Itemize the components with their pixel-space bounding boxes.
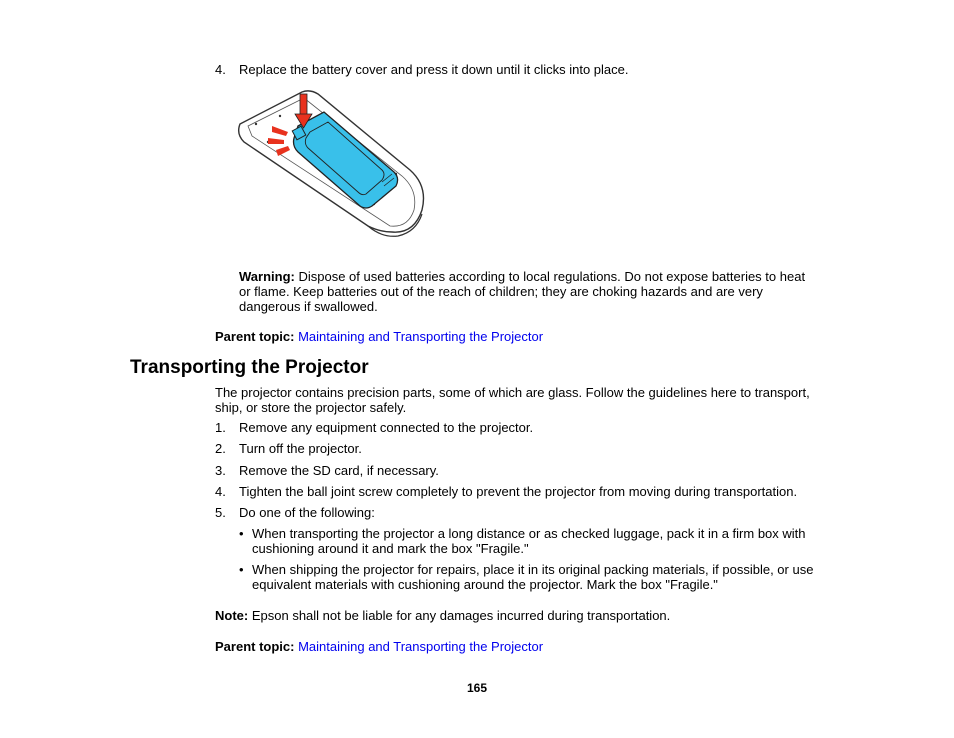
intro-line-1: The projector contains precision parts, some of which are glass. Follow the guidelines here to transport, — [215, 385, 810, 400]
bullet-line: When shipping the projector for repairs, place it in its original packing materials, if possible, or use — [252, 562, 814, 577]
step-text: Replace the battery cover and press it down until it clicks into place. — [239, 62, 629, 77]
step-number: 4. — [215, 484, 226, 499]
step-number: 2. — [215, 441, 226, 456]
warning-label: Warning: — [239, 269, 295, 284]
step-text: Do one of the following: — [239, 505, 375, 520]
warning-line-3: dangerous if swallowed. — [239, 299, 378, 314]
parent-topic-link[interactable]: Maintaining and Transporting the Projector — [298, 639, 544, 654]
bullet-line: cushioning around it and mark the box "Fragile." — [252, 541, 529, 556]
note: Note: Epson shall not be liable for any damages incurred during transportation. — [215, 608, 671, 623]
intro-line-2: ship, or store the projector safely. — [215, 400, 407, 415]
note-label: Note: — [215, 608, 249, 623]
bullet-line: When transporting the projector a long distance or as checked luggage, pack it in a firm box with — [252, 526, 806, 541]
bullet-line: equivalent materials with cushioning around the projector. Mark the box "Fragile." — [252, 577, 718, 592]
parent-topic: Parent topic: Maintaining and Transporting the Projector — [215, 329, 544, 344]
page-number: 165 — [466, 681, 488, 695]
step-text: Remove the SD card, if necessary. — [239, 463, 439, 478]
step-number: 4. — [215, 62, 226, 77]
parent-topic-link[interactable]: Maintaining and Transporting the Projector — [298, 329, 544, 344]
step-text: Turn off the projector. — [239, 441, 362, 456]
warning-line-2: or flame. Keep batteries out of the reach of children; they are choking hazards and are very — [239, 284, 763, 299]
step-text: Tighten the ball joint screw completely to prevent the projector from moving during transportation. — [239, 484, 798, 499]
remote-battery-cover-illustration — [232, 86, 428, 240]
step-number: 1. — [215, 420, 226, 435]
bullet-icon: • — [239, 526, 244, 541]
section-title: Transporting the Projector — [130, 357, 369, 378]
step-text: Remove any equipment connected to the projector. — [239, 420, 534, 435]
warning-line-1: Warning: Dispose of used batteries according to local regulations. Do not expose batteries to heat — [239, 269, 806, 284]
step-number: 3. — [215, 463, 226, 478]
bullet-icon: • — [239, 562, 244, 577]
parent-topic: Parent topic: Maintaining and Transporting the Projector — [215, 639, 544, 654]
step-number: 5. — [215, 505, 226, 520]
